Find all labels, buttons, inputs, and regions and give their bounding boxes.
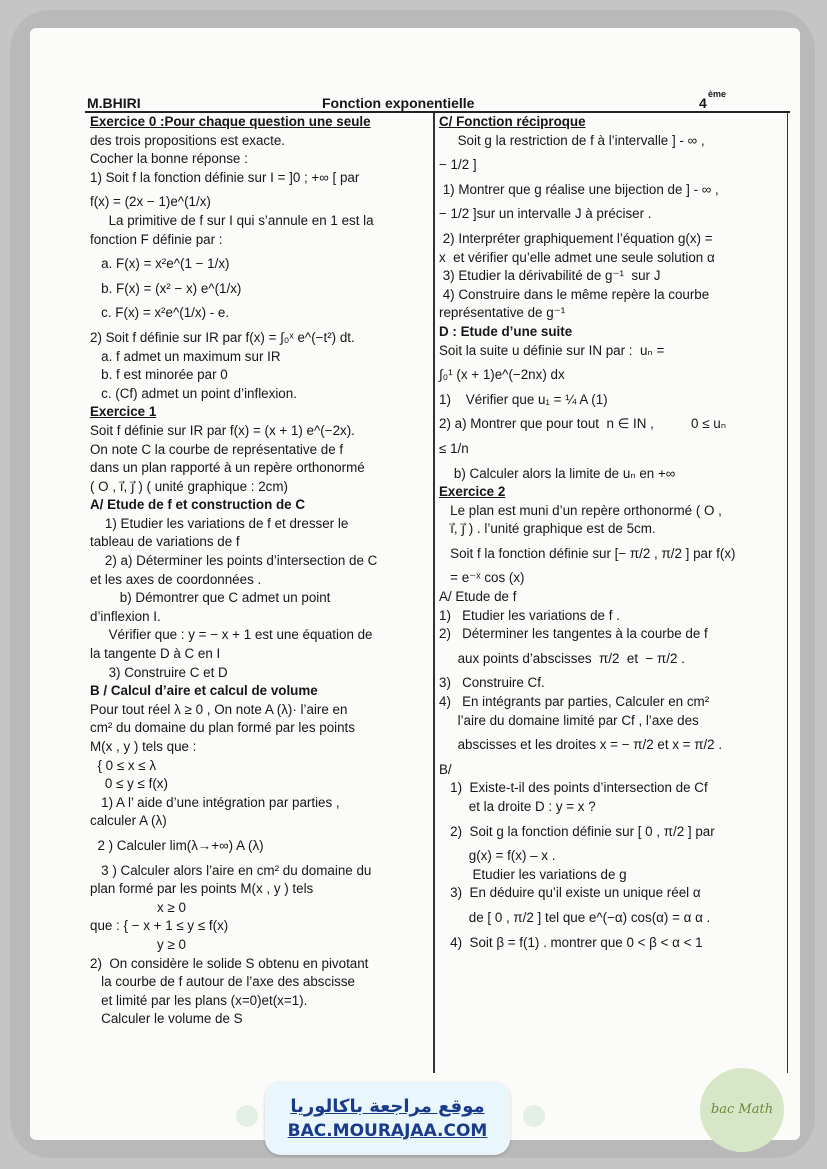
text-line: plan formé par les points M(x , y ) tels xyxy=(90,881,314,897)
text-line: B / Calcul d’aire et calcul de volume xyxy=(90,683,318,699)
text-line: 4) Construire dans le même repère la courbe xyxy=(439,286,710,302)
text-line: Calculer le volume de S xyxy=(90,1011,243,1027)
text-line: = e⁻ˣ cos (x) xyxy=(439,570,525,586)
text-line: 2) Soit g la fonction définie sur [ 0 , π/2 ] par xyxy=(439,823,715,839)
bac-math-logo: bac Math xyxy=(700,1068,784,1152)
text-line: 1) Etudier les variations de f . xyxy=(439,607,620,623)
text-line: B/ xyxy=(439,761,452,777)
text-line: 1) A l’ aide d’une intégration par parties , xyxy=(90,794,340,810)
right-column xyxy=(439,113,784,1113)
text-line: g(x) = f(x) – x . xyxy=(439,848,556,864)
text-line: Soit g la restriction de f à l’intervalle ] - ∞ , xyxy=(439,132,705,148)
text-line: tableau de variations de f xyxy=(90,534,240,550)
text-line: calculer A (λ) xyxy=(90,813,167,829)
text-line: 2) a) Montrer que pour tout n ∈ IN , 0 ≤ uₙ xyxy=(439,416,727,432)
text-line: 1) Montrer que g réalise une bijection de ] - ∞ , xyxy=(439,181,719,197)
site-banner[interactable] xyxy=(265,1082,510,1155)
class-level-sup: ème xyxy=(708,89,727,99)
text-line: l’aire du domaine limité par Cf , l’axe des xyxy=(439,712,699,728)
text-line: 4) Soit β = f(1) . montrer que 0 < β < α < 1 xyxy=(439,934,703,950)
text-line: 2) On considère le solide S obtenu en pivotant xyxy=(90,955,369,971)
text-line: et les axes de coordonnées . xyxy=(90,571,262,587)
text-line: la tangente D à C en I xyxy=(90,646,221,662)
text-line: Vérifier que : y = − x + 1 est une équation de xyxy=(90,627,373,643)
text-line: D : Etude d’une suite xyxy=(439,323,573,339)
text-line: C/ Fonction réciproque xyxy=(439,114,586,129)
left-logo-icon xyxy=(236,1105,258,1127)
text-line: x et vérifier qu’elle admet une seule solution α xyxy=(439,249,715,265)
text-line: des trois propositions est exacte. xyxy=(90,132,286,148)
text-line: 2) Interpréter graphiquement l’équation g(x) = xyxy=(439,230,713,246)
text-line: Soit la suite u définie sur IN par : uₙ = xyxy=(439,342,665,358)
document-title: Fonction exponentielle xyxy=(322,95,475,111)
text-line: fonction F définie par : xyxy=(90,231,223,247)
text-line: f(x) = (2x − 1)e^(1/x) xyxy=(90,194,211,210)
text-line: − 1/2 ]sur un intervalle J à préciser . xyxy=(439,206,652,222)
text-line: 3) Etudier la dérivabilité de g⁻¹ sur J xyxy=(439,268,661,284)
text-line: a. f admet un maximum sur IR xyxy=(90,348,281,364)
scanned-sheet xyxy=(85,83,790,1113)
text-line: que : { − x + 1 ≤ y ≤ f(x) xyxy=(90,918,229,934)
text-line: A/ Etude de f et construction de C xyxy=(90,497,306,513)
text-line: On note C la courbe de représentative de f xyxy=(90,441,344,457)
text-line: 1) Existe-t-il des points d’intersection de Cf xyxy=(439,780,708,796)
column-divider xyxy=(433,113,435,1073)
text-line: dans un plan rapporté à un repère orthonormé xyxy=(90,460,365,476)
text-line: La primitive de f sur I qui s’annule en 1 est la xyxy=(90,212,374,228)
text-line: et limité par les plans (x=0)et(x=1). xyxy=(90,992,308,1008)
text-line: M(x , y ) tels que : xyxy=(90,739,197,754)
text-line: Exercice 0 :Pour chaque question une seule xyxy=(90,114,371,129)
text-line: c. F(x) = x²e^(1/x) - e. xyxy=(90,305,230,321)
text-line: la courbe de f autour de l’axe des abscisse xyxy=(90,974,356,990)
text-line: ( O , i⃗, j⃗ ) ( unité graphique : 2cm) xyxy=(90,478,288,494)
text-line: Exercice 1 xyxy=(90,404,157,420)
author-name: M.BHIRI xyxy=(87,95,141,111)
left-column xyxy=(90,113,432,1113)
text-line: aux points d’abscisses π/2 et − π/2 . xyxy=(439,650,685,666)
document-page xyxy=(30,28,800,1140)
text-line: 2 ) Calculer lim(λ→+∞) A (λ) xyxy=(90,837,264,853)
text-line: 3) En déduire qu’il existe un unique réel α xyxy=(439,885,701,901)
text-line: i⃗, j⃗ ) . l’unité graphique est de 5cm. xyxy=(439,521,656,537)
text-line: b) Démontrer que C admet un point xyxy=(90,590,331,606)
text-line: A/ Etude de f xyxy=(439,589,517,605)
text-line: Pour tout réel λ ≥ 0 , On note A (λ)· l’aire en xyxy=(90,701,348,717)
text-line: 4) En intégrants par parties, Calculer en cm² xyxy=(439,694,710,710)
text-line: b. F(x) = (x² − x) e^(1/x) xyxy=(90,280,242,296)
text-line: 1) Vérifier que u₁ = ¼ A (1) xyxy=(439,391,608,407)
text-line: { 0 ≤ x ≤ λ xyxy=(90,757,157,773)
text-line: 3) Construire Cf. xyxy=(439,675,545,691)
text-line: Soit f définie sur IR par f(x) = (x + 1) e^(−2x). xyxy=(90,422,355,438)
text-line: x ≥ 0 xyxy=(90,899,186,915)
text-line: Cocher la bonne réponse : xyxy=(90,151,248,167)
text-line: a. F(x) = x²e^(1 − 1/x) xyxy=(90,256,230,272)
text-line: d’inflexion I. xyxy=(90,608,161,624)
text-line: 2) a) Déterminer les points d’intersection de C xyxy=(90,553,378,569)
text-line: 3) Construire C et D xyxy=(90,664,228,680)
text-line: ≤ 1/n xyxy=(439,440,469,456)
text-line: b) Calculer alors la limite de uₙ en +∞ xyxy=(439,465,676,481)
text-line: et la droite D : y = x ? xyxy=(439,799,596,814)
text-line: 1) Soit f la fonction définie sur I = ]0 ; +∞ [ par xyxy=(90,169,360,185)
text-line: − 1/2 ] xyxy=(439,157,477,173)
text-line: Le plan est muni d’un repère orthonormé ( O , xyxy=(439,502,722,518)
text-line: Etudier les variations de g xyxy=(439,866,627,882)
right-logo-icon xyxy=(523,1105,545,1127)
text-line: c. (Cf) admet un point d’inflexion. xyxy=(90,385,297,401)
text-line: ∫₀¹ (x + 1)e^(−2nx) dx xyxy=(439,367,565,383)
text-line: de [ 0 , π/2 ] tel que e^(−α) cos(α) = α α . xyxy=(439,909,711,925)
text-line: 0 ≤ y ≤ f(x) xyxy=(90,776,168,792)
site-arabic-name[interactable]: موقع مراجعة باكالوريا xyxy=(290,1096,485,1117)
site-url-link[interactable]: BAC.MOURAJAA.COM xyxy=(287,1121,488,1141)
text-line: Soit f la fonction définie sur [− π/2 , π/2 ] par f(x) xyxy=(439,545,736,561)
text-line: 2) Soit f définie sur IR par f(x) = ∫₀ˣ e^(−t²) dt. xyxy=(90,329,355,345)
text-line: représentative de g⁻¹ xyxy=(439,305,566,321)
text-line: b. f est minorée par 0 xyxy=(90,367,228,383)
text-line: cm² du domaine du plan formé par les points xyxy=(90,720,355,736)
text-line: abscisses et les droites x = − π/2 et x = π/2 . xyxy=(439,737,723,753)
text-line: y ≥ 0 xyxy=(90,936,186,952)
text-line: 3 ) Calculer alors l’aire en cm² du domaine du xyxy=(90,862,372,878)
text-line: 1) Etudier les variations de f et dresser le xyxy=(90,515,349,531)
text-line: 2) Déterminer les tangentes à la courbe de f xyxy=(439,626,708,642)
class-level: 4 xyxy=(699,95,707,111)
right-border xyxy=(787,113,789,1073)
text-line: Exercice 2 xyxy=(439,484,506,500)
